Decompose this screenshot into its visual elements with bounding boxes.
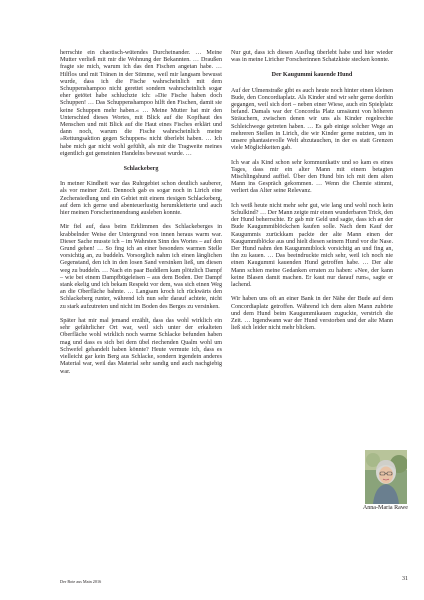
page-number: 31 [402, 576, 408, 582]
paragraph: Ich weiß heute nicht mehr sehr gut, wie lang und wohl noch kein Schulkind? … Der Mann zeigte mir einen wunderbaren Trick, den der Hund beherrschte. Er gab mir Geld und sagte, dass ich an der Bude Kaugummiblöckchen kaufen solle. Nach dem Kauf der Kaugummis zurückkam packte der alte Mann einen der Kaugummiblöcke aus und hielt diesen seinem Hund vor die Nase. Der Hund nahm den Kaugummiblock vorsichtig an und fing an, ihn zu kauen. … Das beeindruckte mich sehr, weil ich noch nie einen Kaugummi kauenden Hund getroffen habe. … Der alte Mann schien meine Gedanken erraten zu haben: »Nee, der kann keine Blasen damit machen. Er kaut nur darauf rum«, sagte er lachend. [231, 202, 393, 289]
left-column [60, 50, 222, 376]
right-column [231, 50, 393, 332]
paragraph: Wir haben uns oft an einer Bank in der Nähe der Bude auf dem Concordiaplatz getroffen. Während ich dem alten Mann zuhörte und dem Hund beim Kaugummikauen zuguckte, verstrich die Zeit. … Irgendwann war der Hund verstorben und der alte Mann ließ sich leider nicht mehr blicken. [231, 296, 393, 332]
paragraph: Später hat mir mal jemand erzählt, dass das wohl wirklich ein sehr gefährlicher Ort war, weil sich unter der erkalteten Oberfläche wohl wirklich noch warme Schlacke befunden haben mag und dass es sich bei dem übel riechenden Qualm wohl um Schwefel gehandelt haben könnte? Heute vermute ich, dass es vielleicht gar kein Berg aus Schlacke, sondern irgendein anderes Material war, weil das Material sehr sandig und auch nachgiebig war. [60, 318, 222, 375]
paragraph: In meiner Kindheit war das Ruhrgebiet schon deutlich sauberer, als vor meiner Zeit. Dennoch gab es sogar noch in Lirich eine Zechensiedlung und ein Gebiet mit einem riesigen Schlackeberg, auf dem ich gerne und abenteuerlustig herumkletterte und auch hier meinen Forscherinnendrang ausleben konnte. [60, 181, 222, 217]
paragraph: Nur gut, dass ich diesen Ausflug überlebt habe und hier wieder was in meine Liricher Forscherinnen Schatzkiste stecken konnte. [231, 50, 393, 64]
footer-publication: Der Bote aus Main 2016 [60, 579, 102, 584]
paragraph: Ich war als Kind schon sehr kommunikativ und so kam es eines Tages, dass mir ein alter Mann mit einem betagten Mischlingshund auffiel. Über den Hund bin ich mit dem alten Mann ins Gespräch gekommen. … Wenn die Chemie stimmt, verliert das Alter seine Relevanz. [231, 159, 393, 195]
photo-caption: Anna-Maria Rawe [362, 505, 408, 511]
paragraph: Mir fiel auf, dass beim Erklimmen des Schlackeberges in krabbelnder Weise der Untergrund von innen heraus warm war. Dieser Sache musste ich – im Wahrsten Sinn des Wortes – auf den Grund gehen! … So fing ich an einer besonders warmen Stelle vorsichtig an, zu buddeln. Vorsorglich nahm ich einen länglichen Gegenstand, den ich in den losen Sand versinken ließ, um diesen weg zu buddeln. … Nach ein paar Buddlern kam plötzlich Dampf – wie bei einem Dampfbügeleisen – aus dem Boden. Der Dampf stank ekelig und ich bekam Respekt vor dem, was sich einen Weg an die Oberfläche bahnte. … Langsam kroch ich rückwärts den Schlackeberg runter, während ich nun sehr darauf achtete, nicht zu stark aufzutreten und nicht im Boden des Berges zu versinken. [60, 224, 222, 310]
paragraph: herrschte ein chaotisch-wütendes Durcheinander. … Meine Mutter verließ mit mir die Wohnung der Bekannten. … Draußen fragte sie mich, warum ich das den Fischen angetan habe. … Hilflos und mit Tränen in der Stimme, weil mir langsam bewusst wurde, dass ich die Fische wahrscheinlich mit dem Schuppenshampoo nicht gerettet sondern wahrscheinlich sogar eher getötet habe schluchzte ich: »Die Fische haben doch Schuppen! … Das Schuppenshampoo hilft den Fischen, damit sie keine Schuppen mehr haben.« … Meine Mutter hat mir den Unterschied dieses Wortes, mit Blick auf die Kopfhaut des Menschen und mit Blick auf die Haut eines Fisches erklärt und dann noch, warum die Fische wahrscheinlich meine »Rettungsaktion gegen Schuppen« nicht überlebt haben. … Ich habe mich gar nicht wohl gefühlt, als mir die Tragweite meines eigentlich gut gemeinten Handelns bewusst wurde. … [60, 50, 222, 157]
author-portrait [364, 449, 408, 505]
section-heading: Der Kaugummi kauende Hund [271, 72, 353, 79]
section-heading: Schlackeberg [123, 166, 159, 173]
paragraph: Auf der Ulmenstraße gibt es auch heute noch hinter einen kleinen Bude, den Concordiaplatz. Als Kinder sind wir sehr gerne dorthin gegangen, weil sich dort – neben einer Wiese, auch ein Spielplatz befand. Damals war der Concordia Platz umsäumt von höheren Sträuchern, zwischen denen wir uns als Kinder regelrechte Schleichwege getreten haben. … Es gab einige solcher Wege an mehreren Stellen in Lirich, die wir Kinder gerne nutzten, um in unsere phantasievolle Welt abzutauchen, in der es statt Grenzen viele Möglichkeiten gab. [231, 87, 393, 152]
